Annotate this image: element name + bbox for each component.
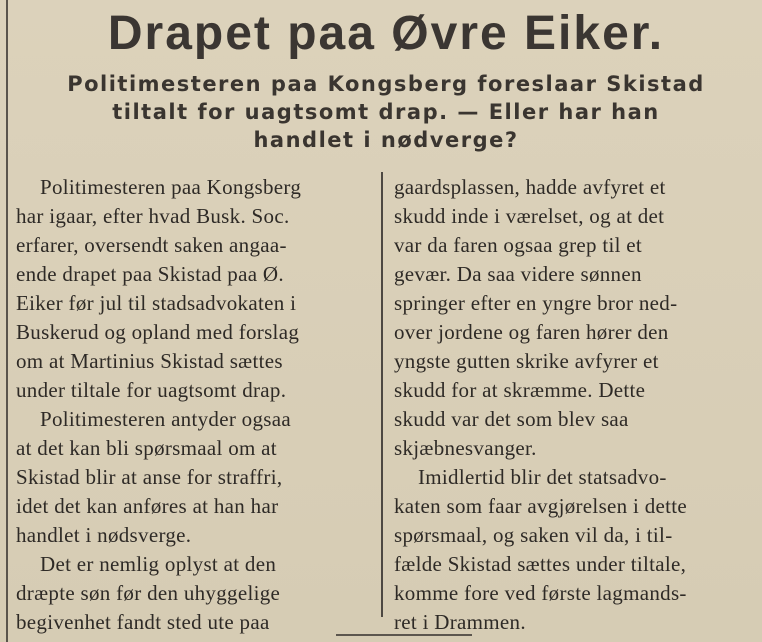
body-line: erfarer, oversendt saken angaa-	[16, 233, 287, 257]
body-line: Det er nemlig oplyst at den	[40, 552, 277, 576]
subhead-line: Politimesteren paa Kongsberg foreslaar Skistad	[67, 72, 705, 96]
body-line: har igaar, efter hvad Busk. Soc.	[16, 204, 290, 228]
body-line: idet det kan anføres at han har	[16, 494, 279, 518]
column-divider	[381, 172, 383, 617]
headline: Drapet paa Øvre Eiker.	[107, 7, 665, 60]
body-line: ret i Drammen.	[394, 610, 526, 634]
body-line: gevær. Da saa videre sønnen	[394, 262, 642, 286]
body-line: begivenhet fandt sted ute paa	[16, 610, 270, 634]
body-line: skjæbnesvanger.	[394, 436, 537, 460]
body-line: fælde Skistad sættes under tiltale,	[394, 552, 687, 576]
body-line: Buskerud og opland med forslag	[16, 320, 300, 344]
body-line: dræpte søn før den uhyggelige	[16, 581, 281, 605]
body-line: under tiltale for uagtsomt drap.	[16, 378, 287, 402]
body-line: var da faren ogsaa grep til et	[394, 233, 643, 257]
left-border-rule	[6, 0, 8, 642]
body-line: ende drapet paa Skistad paa Ø.	[16, 262, 284, 286]
body-line: katen som faar avgjørelsen i dette	[394, 494, 688, 518]
right-column	[394, 173, 750, 637]
body-line: Eiker før jul til stadsadvokaten i	[16, 291, 297, 315]
body-line: Politimesteren paa Kongsberg	[40, 175, 302, 199]
subheadline	[30, 70, 742, 154]
body-line: spørsmaal, og saken vil da, i til-	[394, 523, 673, 547]
left-column	[16, 173, 372, 637]
subhead-line: tiltalt for uagtsomt drap. — Eller har han	[112, 100, 660, 124]
body-line: skudd inde i værelset, og at det	[394, 204, 665, 228]
body-line: Skistad blir at anse for straffri,	[16, 465, 283, 489]
body-line: over jordene og faren hører den	[394, 320, 669, 344]
body-line: springer efter en yngre bror ned-	[394, 291, 678, 315]
body-line: om at Martinius Skistad sættes	[16, 349, 283, 373]
body-line: Imidlertid blir det statsadvo-	[418, 465, 667, 489]
body-line: Politimesteren antyder ogsaa	[40, 407, 291, 431]
body-line: yngste gutten skrike avfyrer et	[394, 349, 659, 373]
body-line: skudd for at skræmme. Dette	[394, 378, 646, 402]
body-line: handlet i nødsverge.	[16, 523, 192, 547]
bottom-rule	[336, 634, 472, 636]
subhead-line: handlet i nødverge?	[253, 128, 519, 152]
body-line: at det kan bli spørsmaal om at	[16, 436, 277, 460]
body-line: skudd var det som blev saa	[394, 407, 629, 431]
body-line: gaardsplassen, hadde avfyret et	[394, 175, 666, 199]
body-line: komme fore ved første lagmands-	[394, 581, 687, 605]
